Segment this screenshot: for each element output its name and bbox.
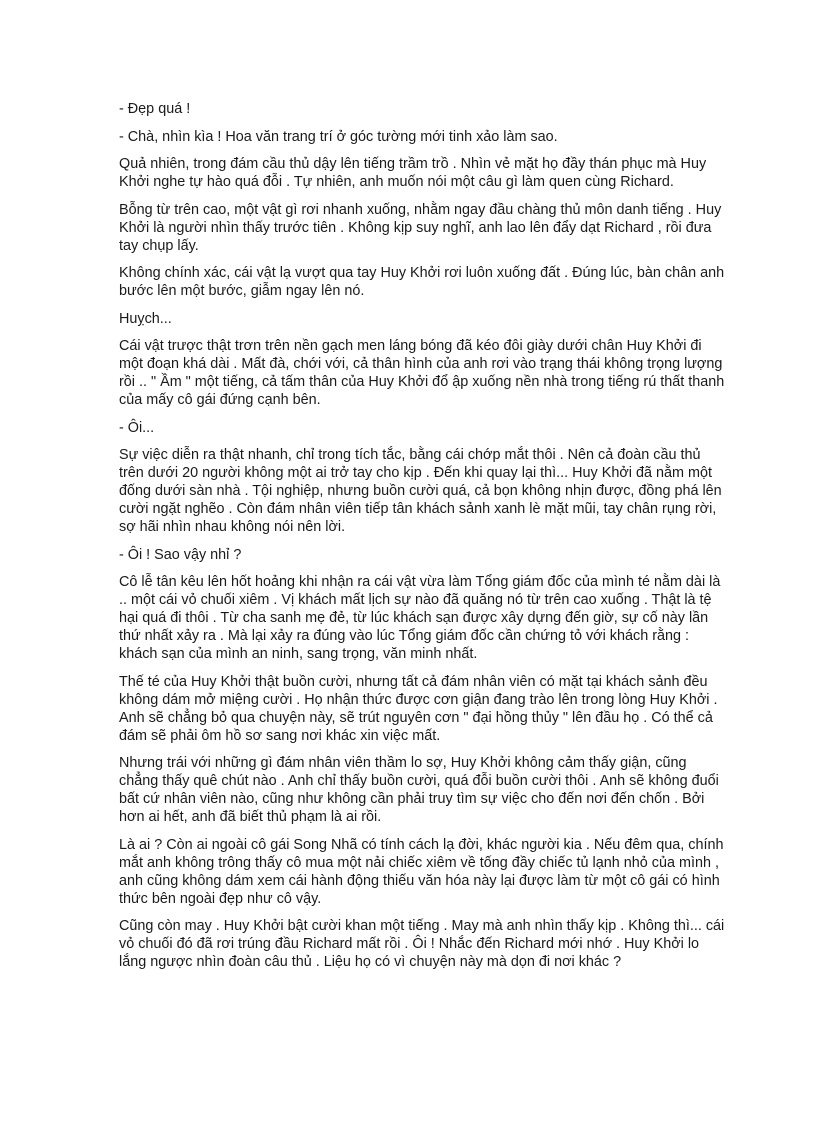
paragraph-8: - Ôi... bbox=[119, 419, 155, 436]
document-page bbox=[119, 100, 729, 981]
paragraph-1: - Đẹp quá ! bbox=[119, 101, 191, 117]
paragraph-6: Huỵch... bbox=[119, 310, 172, 327]
paragraph-13: Nhưng trái với những gì đám nhân viên thầm lo sợ, Huy Khởi không cảm thấy giận, cũng chẳng thấy quê chút nào . Anh chỉ thấy buồn cười, quá đỗi buồn cười thôi . Anh sẽ không đuổi bất cứ nhân viên nào, cũng như không cần phải truy tìm sự việc cho đến nơi đến chốn . Bởi hơn ai hết, anh đã biết thủ phạm là ai rồi. bbox=[119, 755, 719, 825]
paragraph-12: Thế té của Huy Khởi thật buồn cười, nhưng tất cả đám nhân viên có mặt tại khách sảnh đều không dám mở miệng cười . Họ nhận thức được cơn giận đang trào lên trong lòng Huy Khởi . Anh sẽ chẳng bỏ qua chuyện này, sẽ trút nguyên cơn " đại hồng thủy " lên đầu họ . Có thể cả đám sẽ phải ôm hồ sơ sang nơi khác xin việc mất. bbox=[119, 673, 718, 744]
paragraph-10: - Ôi ! Sao vậy nhỉ ? bbox=[119, 546, 242, 563]
paragraph-4: Bỗng từ trên cao, một vật gì rơi nhanh xuống, nhằm ngay đầu chàng thủ môn danh tiếng . Huy Khởi là người nhìn thấy trước tiên . Không kịp suy nghĩ, anh lao lên đẩy dạt Richard , rồi đưa tay chụp lấy. bbox=[119, 201, 722, 254]
paragraph-15: Cũng còn may . Huy Khởi bật cười khan một tiếng . May mà anh nhìn thấy kịp . Không thì... cái vỏ chuối đó đã rơi trúng đầu Richard mất rồi . Ôi ! Nhắc đến Richard mới nhớ . Huy Khởi lo lắng ngược nhìn đoàn câu thủ . Liệu họ có vì chuyện này mà dọn đi nơi khác ? bbox=[119, 918, 725, 970]
paragraph-14: Là ai ? Còn ai ngoài cô gái Song Nhã có tính cách lạ đời, khác người kia . Nếu đêm qua, chính mắt anh không trông thấy cô mua một nải chiếc xiêm về tống đầy chiếc tủ lạnh nhỏ của mình , anh cũng không dám xem cái hành động thiếu văn hóa này lại được làm từ một cô gái có hình thức bên ngoài đẹp như cô vậy. bbox=[119, 836, 724, 907]
paragraph-5: Không chính xác, cái vật lạ vượt qua tay Huy Khởi rơi luôn xuống đất . Đúng lúc, bàn chân anh bước lên một bước, giẫm ngay lên nó. bbox=[119, 265, 725, 299]
paragraph-11: Cô lễ tân kêu lên hốt hoảng khi nhận ra cái vật vừa làm Tổng giám đốc của mình té nằm dài là .. một cái vỏ chuối xiêm . Vị khách mất lịch sự nào đã quăng nó từ trên cao xuống . Thật là tệ hại quá đi thôi . Từ cha sanh mẹ đẻ, từ lúc khách sạn được xây dựng đến giờ, sự cố này lần thứ nhất xảy ra . Mà lại xảy ra đúng vào lúc Tổng giám đốc cần chứng tỏ với khách rằng : khách sạn của mình an ninh, sang trọng, văn minh nhất. bbox=[119, 574, 721, 662]
paragraph-7: Cái vật trược thật trơn trên nền gạch men láng bóng đã kéo đôi giày dưới chân Huy Khởi đi một đoạn khá dài . Mất đà, chới với, cả thân hình của anh rơi vào trạng thái không trọng lượng rồi .. " Ầm " một tiếng, cả tấm thân của Huy Khởi đổ ập xuống nền nhà trong tiếng rú thất thanh của mấy cô gái đứng cạnh bên. bbox=[119, 338, 725, 408]
paragraph-3: Quả nhiên, trong đám cầu thủ dậy lên tiếng trầm trồ . Nhìn vẻ mặt họ đầy thán phục mà Huy Khởi nghe tự hào quá đỗi . Tự nhiên, anh muốn nói một câu gì làm quen cùng Richard. bbox=[119, 156, 707, 190]
paragraph-2: - Chà, nhìn kìa ! Hoa văn trang trí ở góc tường mới tinh xảo làm sao. bbox=[119, 128, 558, 145]
paragraph-9: Sự việc diễn ra thật nhanh, chỉ trong tích tắc, bằng cái chớp mắt thôi . Nên cả đoàn cầu thủ trên dưới 20 người không một ai trở tay cho kịp . Đến khi quay lại thì... Huy Khởi đã nằm một đống dưới sàn nhà . Tội nghiệp, nhưng buồn cười quá, cả bọn không nhịn được, đồng phá lên cười ngặt nghẽo . Còn đám nhân viên tiếp tân khách sảnh xanh lè mặt mũi, tay chân rụng rời, sợ hãi nhìn nhau không nói nên lời. bbox=[119, 447, 722, 535]
